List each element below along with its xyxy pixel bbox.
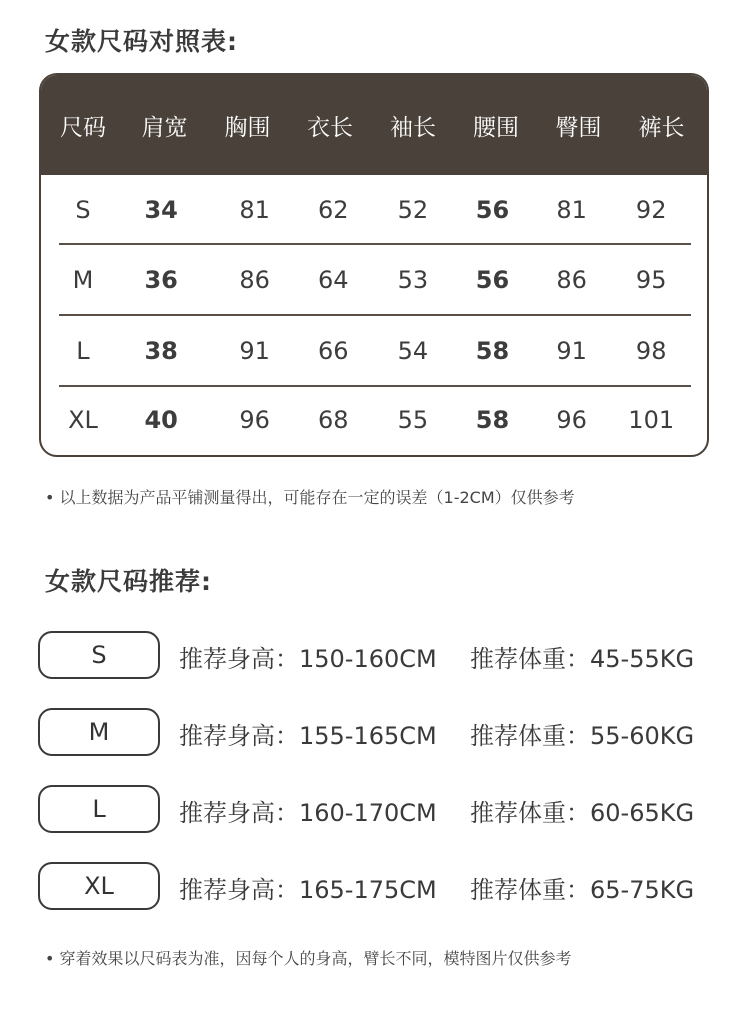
recommended-height: 推荐身高：160-170CM (179, 799, 437, 827)
cell-hip: 91 (556, 337, 587, 365)
recommend-row-xl (38, 862, 728, 914)
recommended-weight: 推荐体重：55-60KG (470, 722, 695, 750)
recommended-height: 推荐身高：155-165CM (179, 722, 437, 750)
table-row (59, 245, 691, 315)
cell-chest: 86 (239, 266, 270, 294)
header-size: 尺码 (60, 114, 106, 141)
cell-pants-length: 101 (628, 406, 675, 434)
recommended-weight: 推荐体重：45-55KG (470, 645, 695, 673)
table-row (59, 385, 691, 455)
table-header (41, 75, 707, 175)
cell-sleeve: 54 (397, 337, 429, 365)
cell-shoulder: 34 (144, 196, 178, 224)
table-row (59, 175, 691, 245)
cell-chest: 91 (239, 337, 270, 365)
header-hip: 臀围 (555, 114, 602, 141)
cell-sleeve: 53 (397, 266, 429, 294)
cell-length: 62 (318, 196, 349, 224)
cell-size: XL (68, 406, 98, 434)
cell-waist: 58 (475, 337, 510, 365)
size-pill: XL (38, 862, 160, 910)
cell-sleeve: 55 (397, 406, 429, 434)
header-length: 衣长 (307, 114, 353, 141)
cell-pants-length: 95 (635, 266, 667, 294)
measurement-note: • 以上数据为产品平铺测量得出，可能存在一定的误差（1-2CM）仅供参考 (45, 488, 575, 507)
cell-shoulder: 36 (144, 266, 178, 294)
header-waist: 腰围 (473, 114, 519, 141)
cell-waist: 58 (475, 406, 510, 434)
cell-length: 66 (318, 337, 349, 365)
recommend-row-l (38, 785, 728, 837)
table-row (59, 316, 691, 386)
cell-hip: 86 (556, 266, 587, 294)
size-pill: M (38, 708, 160, 756)
header-pants-length: 裤长 (638, 114, 685, 141)
header-sleeve: 袖长 (390, 114, 436, 141)
cell-chest: 96 (239, 406, 270, 434)
cell-length: 68 (318, 406, 349, 434)
recommend-row-m (38, 708, 728, 760)
cell-chest: 81 (239, 196, 270, 224)
fit-note: • 穿着效果以尺码表为准，因每个人的身高，臂长不同，模特图片仅供参考 (45, 949, 572, 968)
recommended-weight: 推荐体重：65-75KG (470, 876, 695, 904)
cell-waist: 56 (475, 196, 510, 224)
size-recommend-title: 女款尺码推荐: (45, 567, 212, 596)
header-shoulder: 肩宽 (141, 114, 188, 141)
cell-pants-length: 98 (635, 337, 667, 365)
size-pill: L (38, 785, 160, 833)
cell-hip: 81 (556, 196, 587, 224)
recommended-weight: 推荐体重：60-65KG (470, 799, 695, 827)
recommend-row-s (38, 631, 728, 683)
cell-length: 64 (318, 266, 349, 294)
cell-size: M (72, 266, 94, 294)
cell-size: L (76, 337, 90, 365)
header-chest: 胸围 (224, 114, 271, 141)
cell-hip: 96 (556, 406, 587, 434)
recommended-height: 推荐身高：165-175CM (179, 876, 437, 904)
cell-pants-length: 92 (635, 196, 667, 224)
size-pill: S (38, 631, 160, 679)
recommended-height: 推荐身高：150-160CM (179, 645, 437, 673)
size-chart-title: 女款尺码对照表: (45, 27, 238, 56)
size-chart-table (39, 73, 709, 457)
cell-sleeve: 52 (397, 196, 429, 224)
cell-waist: 56 (475, 266, 510, 294)
cell-shoulder: 40 (144, 406, 178, 434)
cell-shoulder: 38 (144, 337, 178, 365)
cell-size: S (75, 196, 91, 224)
